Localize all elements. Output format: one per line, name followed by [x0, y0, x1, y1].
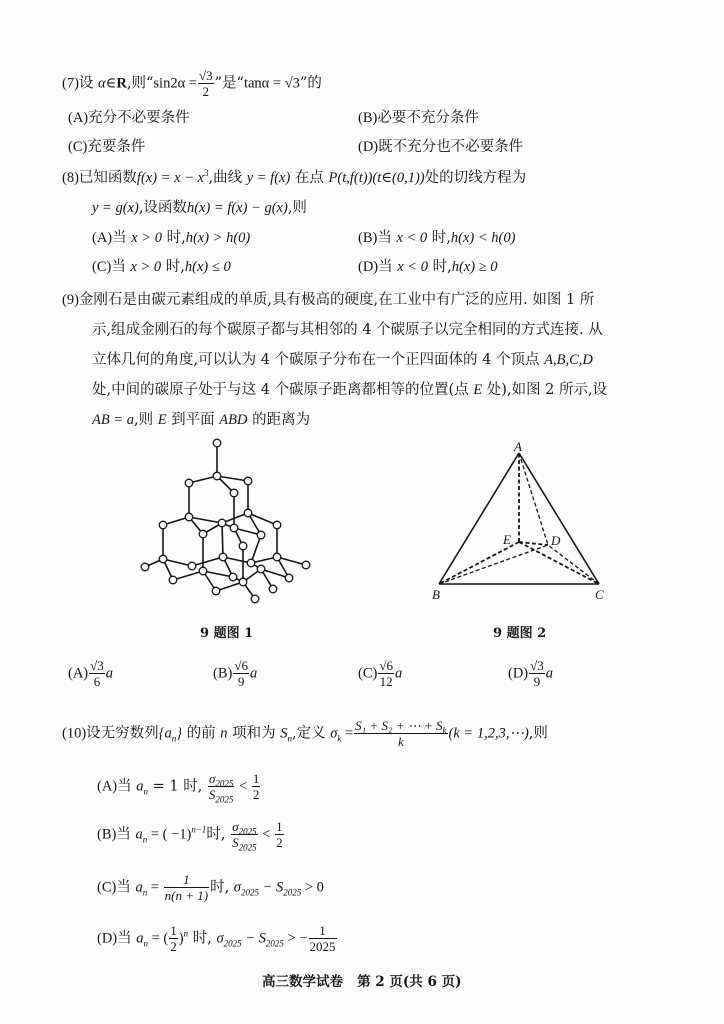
frac-num: σ — [208, 771, 216, 786]
carbon-atom — [230, 524, 238, 532]
label-D: D — [551, 533, 561, 548]
option-S-sub: 2025 — [283, 887, 302, 898]
option-label: (C) — [68, 139, 88, 155]
option-text: 时, — [427, 259, 452, 275]
option-text: = ( −1) — [147, 826, 192, 843]
option-S: − S — [258, 879, 284, 896]
q8-option-d — [358, 257, 498, 277]
q9-option-b — [213, 658, 257, 689]
frac-num: σ — [232, 819, 239, 834]
q10-sigma-fraction — [354, 718, 447, 749]
q7-alpha: α∈ — [98, 75, 117, 92]
lattice-bond — [203, 571, 233, 577]
q10-sigma: σ — [330, 725, 338, 742]
option-fraction — [89, 658, 105, 689]
q10-number: (10) — [62, 725, 87, 742]
option-text: 时, — [210, 879, 234, 896]
frac-num: 1 — [252, 771, 260, 786]
q10-option-a — [97, 771, 261, 805]
q8-option-a — [92, 228, 250, 248]
option-label: (A) — [68, 110, 89, 126]
frac-den-sub: 2025 — [215, 794, 234, 805]
label-C: C — [595, 587, 604, 602]
edge-CD — [548, 545, 599, 584]
option-rel: < — [235, 778, 251, 795]
option-text: 当 — [116, 826, 136, 843]
q8-option-b — [358, 228, 515, 248]
carbon-atom — [219, 553, 227, 561]
q9-option-c — [358, 658, 402, 689]
option-var: a — [249, 665, 258, 682]
q10-text: 的前 — [182, 725, 221, 742]
frac-num-sub: k — [442, 725, 447, 736]
frac-num: √6 — [234, 658, 248, 673]
label-E: E — [503, 532, 511, 547]
q10-option-c — [97, 872, 324, 903]
frac-num: 1 — [170, 923, 177, 938]
frac-num-sub: 2025 — [215, 778, 234, 789]
option-fraction — [233, 658, 249, 689]
edge-AD — [519, 453, 548, 545]
frac-den: S — [232, 835, 239, 850]
frac-den: S — [208, 787, 216, 802]
q10-seq-sub: n — [171, 733, 177, 744]
frac-num: 1 — [164, 872, 209, 888]
option-rel: h(x) ≤ 0 — [184, 259, 231, 275]
option-text: 当 — [378, 259, 398, 275]
option-text: = — [147, 879, 163, 896]
carbon-atom — [239, 542, 247, 550]
frac-num: 1 — [309, 923, 337, 939]
q7-option-d — [358, 137, 523, 157]
carbon-atom — [185, 479, 193, 487]
carbon-atom — [185, 513, 193, 521]
carbon-atom — [230, 489, 238, 497]
carbon-atom — [269, 585, 277, 593]
lattice-bond — [222, 523, 223, 557]
carbon-atom — [239, 578, 247, 586]
label-B: B — [432, 587, 440, 602]
q9-text: 处,中间的碳原子处于与这 4 个碳原子距离都相等的位置(点 — [92, 382, 474, 398]
carbon-atom — [213, 439, 221, 447]
option-label: (B) — [97, 826, 117, 843]
lattice-bond — [251, 535, 261, 563]
option-cond: x > 0 — [130, 259, 162, 275]
option-an: a — [135, 826, 143, 843]
option-label: (D) — [358, 139, 379, 155]
option-text: 当 — [116, 879, 136, 896]
carbon-atom — [244, 509, 252, 517]
q10-Sn-sub: n — [287, 733, 292, 744]
label-A: A — [514, 439, 522, 454]
q7-text: ”是“ — [214, 75, 244, 92]
option-text: 时, — [206, 826, 231, 843]
option-cond: x > 0 — [131, 230, 162, 246]
carbon-atom — [273, 521, 281, 529]
carbon-atom — [229, 573, 237, 581]
option-cond: x < 0 — [396, 230, 428, 246]
q8-option-c — [92, 257, 231, 277]
frac-den: 2025 — [309, 939, 336, 954]
option-fraction — [231, 819, 258, 853]
option-exponent: n — [183, 928, 189, 939]
lattice-bond — [173, 571, 203, 580]
q8-number: (8) — [62, 170, 79, 186]
q7-frac-den: 2 — [202, 84, 210, 99]
option-half-fraction — [169, 923, 178, 954]
option-text: 当 — [117, 930, 137, 947]
option-sigma: σ — [216, 930, 224, 947]
carbon-atom — [251, 595, 259, 603]
option-label: (B) — [358, 230, 378, 246]
option-text: 既不充分也不必要条件 — [378, 139, 524, 155]
q10-text: ,定义 — [291, 725, 331, 742]
option-cond: x < 0 — [397, 259, 428, 275]
q7-text: 设 — [78, 75, 99, 92]
q8-text: 在点 — [290, 170, 329, 186]
q9-stem-line1 — [62, 290, 594, 310]
q10-k-range: (k = 1,2,3,⋯) — [448, 725, 529, 742]
q7-frac-num: √3 — [198, 68, 213, 83]
option-rel: h(x) ≥ 0 — [451, 259, 498, 275]
carbon-atom — [257, 565, 265, 573]
option-sigma-sub: 2025 — [240, 887, 259, 898]
q9-text: ,则 — [134, 412, 158, 428]
frac-den: 2 — [276, 835, 283, 850]
frac-den: 9 — [533, 674, 541, 689]
frac-num: S₁ + S₂ + ⋯ + S — [355, 718, 443, 733]
q10-option-d — [97, 923, 338, 954]
option-label: (A) — [68, 665, 89, 682]
q9-stem-line5 — [92, 410, 310, 430]
frac-den-sub: 2025 — [238, 842, 257, 853]
option-S: − S — [241, 930, 266, 947]
option-rhs-fraction — [252, 771, 261, 802]
option-an: a — [136, 778, 144, 795]
q9-vertices: A,B,C,D — [544, 352, 593, 368]
q9-text: 立体几何的角度,可以认为 4 个碳原子分布在一个正四面体的 4 个顶点 — [92, 352, 545, 368]
q8-text: ,则 — [287, 200, 307, 216]
option-exponent: n−1 — [191, 824, 207, 835]
q10-text: 项和为 — [227, 725, 281, 742]
q8-hx: h(x) = f(x) − g(x) — [186, 200, 288, 216]
q9-stem-line2 — [92, 320, 603, 340]
q10-option-b — [97, 819, 285, 853]
q9-option-d — [508, 658, 553, 689]
q7-tana: tanα = √3 — [243, 75, 300, 92]
frac-num: √6 — [379, 658, 393, 673]
option-text: 必要不充分条件 — [377, 110, 479, 126]
option-text: 时, — [427, 230, 451, 246]
frac-num: 1 — [276, 819, 283, 834]
fig1-caption: 9 题图 1 — [200, 626, 254, 641]
q10-eq: = — [341, 725, 354, 742]
q9-option-a — [68, 658, 113, 689]
option-fraction — [378, 658, 394, 689]
option-label: (B) — [213, 665, 233, 682]
q9-text: 的距离为 — [247, 412, 311, 428]
option-text: 当 — [377, 230, 397, 246]
option-label: (D) — [508, 665, 529, 682]
option-text: 充分不必要条件 — [88, 110, 190, 126]
q9-text: 处),如图 2 所示,设 — [482, 382, 608, 398]
option-label: (C) — [97, 879, 117, 896]
q9-number: (9) — [62, 292, 79, 308]
option-text: 充要条件 — [87, 139, 146, 155]
q10-n: n — [220, 725, 228, 742]
q10-seq-close: } — [176, 725, 183, 742]
q8-fx: f(x) = x − x — [136, 170, 204, 186]
q9-plane-ABD: ABD — [219, 412, 248, 428]
q10-Sn: S — [280, 725, 288, 742]
option-an-sub: n — [142, 834, 148, 845]
option-fraction — [529, 658, 545, 689]
frac-num: √3 — [530, 658, 544, 673]
carbon-atom — [244, 477, 252, 485]
option-label: (A) — [97, 778, 118, 795]
q7-R: R — [116, 75, 127, 92]
lattice-bond — [163, 559, 192, 566]
option-fraction — [208, 771, 235, 805]
carbon-atom — [199, 530, 207, 538]
option-rhs-fraction — [309, 923, 337, 954]
option-text: = ( — [148, 930, 169, 947]
carbon-atom — [218, 519, 226, 527]
q8-text: ,设函数 — [138, 200, 187, 216]
footer — [262, 970, 461, 990]
q7-fraction — [198, 68, 214, 99]
q8-text: 已知函数 — [78, 170, 137, 186]
option-var: a — [394, 665, 403, 682]
frac-num: √3 — [90, 658, 104, 673]
edge-AC — [519, 453, 599, 584]
footer-title: 高三数学试卷 — [262, 974, 343, 990]
q7-sin2a: sin2α = — [153, 75, 197, 92]
option-an: a — [136, 930, 144, 947]
frac-den: 2 — [170, 939, 177, 954]
frac-den: 12 — [379, 674, 393, 689]
frac-den: n(n + 1) — [164, 888, 209, 903]
lattice-bond — [192, 557, 223, 566]
option-rel: h(x) < h(0) — [450, 230, 516, 246]
q8-text: 处的切线方程为 — [424, 170, 527, 186]
q9-stem-line3 — [92, 350, 593, 370]
q8-yfx: y = f(x) — [246, 170, 291, 186]
option-label: (D) — [358, 259, 379, 275]
option-fraction — [164, 872, 209, 903]
option-rel: < — [258, 826, 275, 843]
frac-den: 9 — [237, 674, 245, 689]
q7-option-c — [68, 137, 145, 157]
option-text: 时, — [161, 230, 186, 246]
carbon-atom — [188, 562, 196, 570]
q10-sigma-sub: k — [337, 733, 342, 744]
option-text: ) — [178, 930, 184, 947]
q7-option-a — [68, 108, 190, 128]
option-label: (D) — [97, 930, 118, 947]
option-label: (C) — [92, 259, 112, 275]
edge-BD — [439, 545, 548, 584]
carbon-atom — [285, 574, 293, 582]
option-sigma: σ — [233, 879, 241, 896]
q7-text: ”的 — [299, 75, 322, 92]
option-label: (A) — [92, 230, 113, 246]
q8-gx: y = g(x) — [92, 200, 139, 216]
q10-seq: {a — [158, 725, 172, 742]
q8-stem-line1 — [62, 168, 526, 188]
fig2-caption: 9 题图 2 — [493, 626, 547, 641]
q9-text: 金刚石是由碳元素组成的单质,具有极高的硬度,在工业中有广泛的应用. 如图 1 所 — [78, 292, 595, 308]
q8-text: ,曲线 — [208, 170, 247, 186]
option-text: 时, — [161, 259, 185, 275]
q8-t-range: (t∈(0,1)) — [372, 170, 425, 186]
option-text: = 1 时, — [148, 778, 207, 795]
q10-text: ,则 — [528, 725, 548, 742]
q7-stem — [62, 68, 322, 99]
option-text: 当 — [117, 778, 137, 795]
q9-point-E: E — [473, 382, 483, 398]
frac-den: k — [397, 734, 404, 749]
option-text: 当 — [111, 259, 131, 275]
option-label: (B) — [358, 110, 378, 126]
carbon-atom — [213, 472, 221, 480]
frac-den: 2 — [252, 787, 260, 802]
carbon-atom — [302, 561, 310, 569]
option-S-sub: 2025 — [265, 938, 284, 949]
option-text: 时, — [188, 930, 217, 947]
carbon-atom — [159, 555, 167, 563]
diamond-lattice-figure — [135, 435, 320, 610]
q8-point-P: P(t,f(t)) — [328, 170, 373, 186]
edge-AB — [439, 453, 519, 584]
carbon-atom — [212, 587, 220, 595]
tetrahedron-figure — [425, 438, 615, 603]
q9-ab: AB = a — [92, 412, 134, 428]
q8-stem-line2 — [92, 198, 307, 218]
q9-stem-line4 — [92, 380, 607, 400]
option-rel: > − — [283, 930, 308, 947]
carbon-atom — [273, 553, 281, 561]
option-rhs-fraction — [275, 819, 284, 850]
q8-exponent: 3 — [203, 168, 209, 179]
carbon-atom — [159, 521, 167, 529]
footer-page: 第 2 页(共 6 页) — [357, 974, 462, 990]
frac-num-sub: 2025 — [238, 826, 257, 837]
frac-den: 6 — [93, 674, 101, 689]
q10-text: 设无穷数列 — [86, 725, 159, 742]
segment-ED — [519, 542, 548, 545]
carbon-atom — [257, 531, 265, 539]
option-an-sub: n — [143, 938, 148, 949]
option-var: a — [545, 665, 554, 682]
q9-point-E: E — [157, 412, 167, 428]
option-an-sub: n — [143, 786, 148, 797]
carbon-atom — [247, 559, 255, 567]
q7-text: ,则“ — [126, 75, 154, 92]
option-rel: > 0 — [301, 879, 324, 896]
carbon-atom — [199, 567, 207, 575]
carbon-atom — [141, 563, 149, 571]
option-var: a — [105, 665, 114, 682]
option-an: a — [135, 879, 143, 896]
option-sigma-sub: 2025 — [223, 938, 242, 949]
carbon-atom — [169, 576, 177, 584]
option-an-sub: n — [142, 887, 148, 898]
option-rel: h(x) > h(0) — [185, 230, 251, 246]
q9-text: 示,组成金刚石的每个碳原子都与其相邻的 4 个碳原子以完全相同的方式连接. 从 — [92, 322, 603, 338]
q7-number: (7) — [62, 75, 79, 92]
option-text: 当 — [112, 230, 132, 246]
q10-stem — [62, 718, 548, 749]
q7-option-b — [358, 108, 479, 128]
option-label: (C) — [358, 665, 378, 682]
q9-text: 到平面 — [166, 412, 220, 428]
